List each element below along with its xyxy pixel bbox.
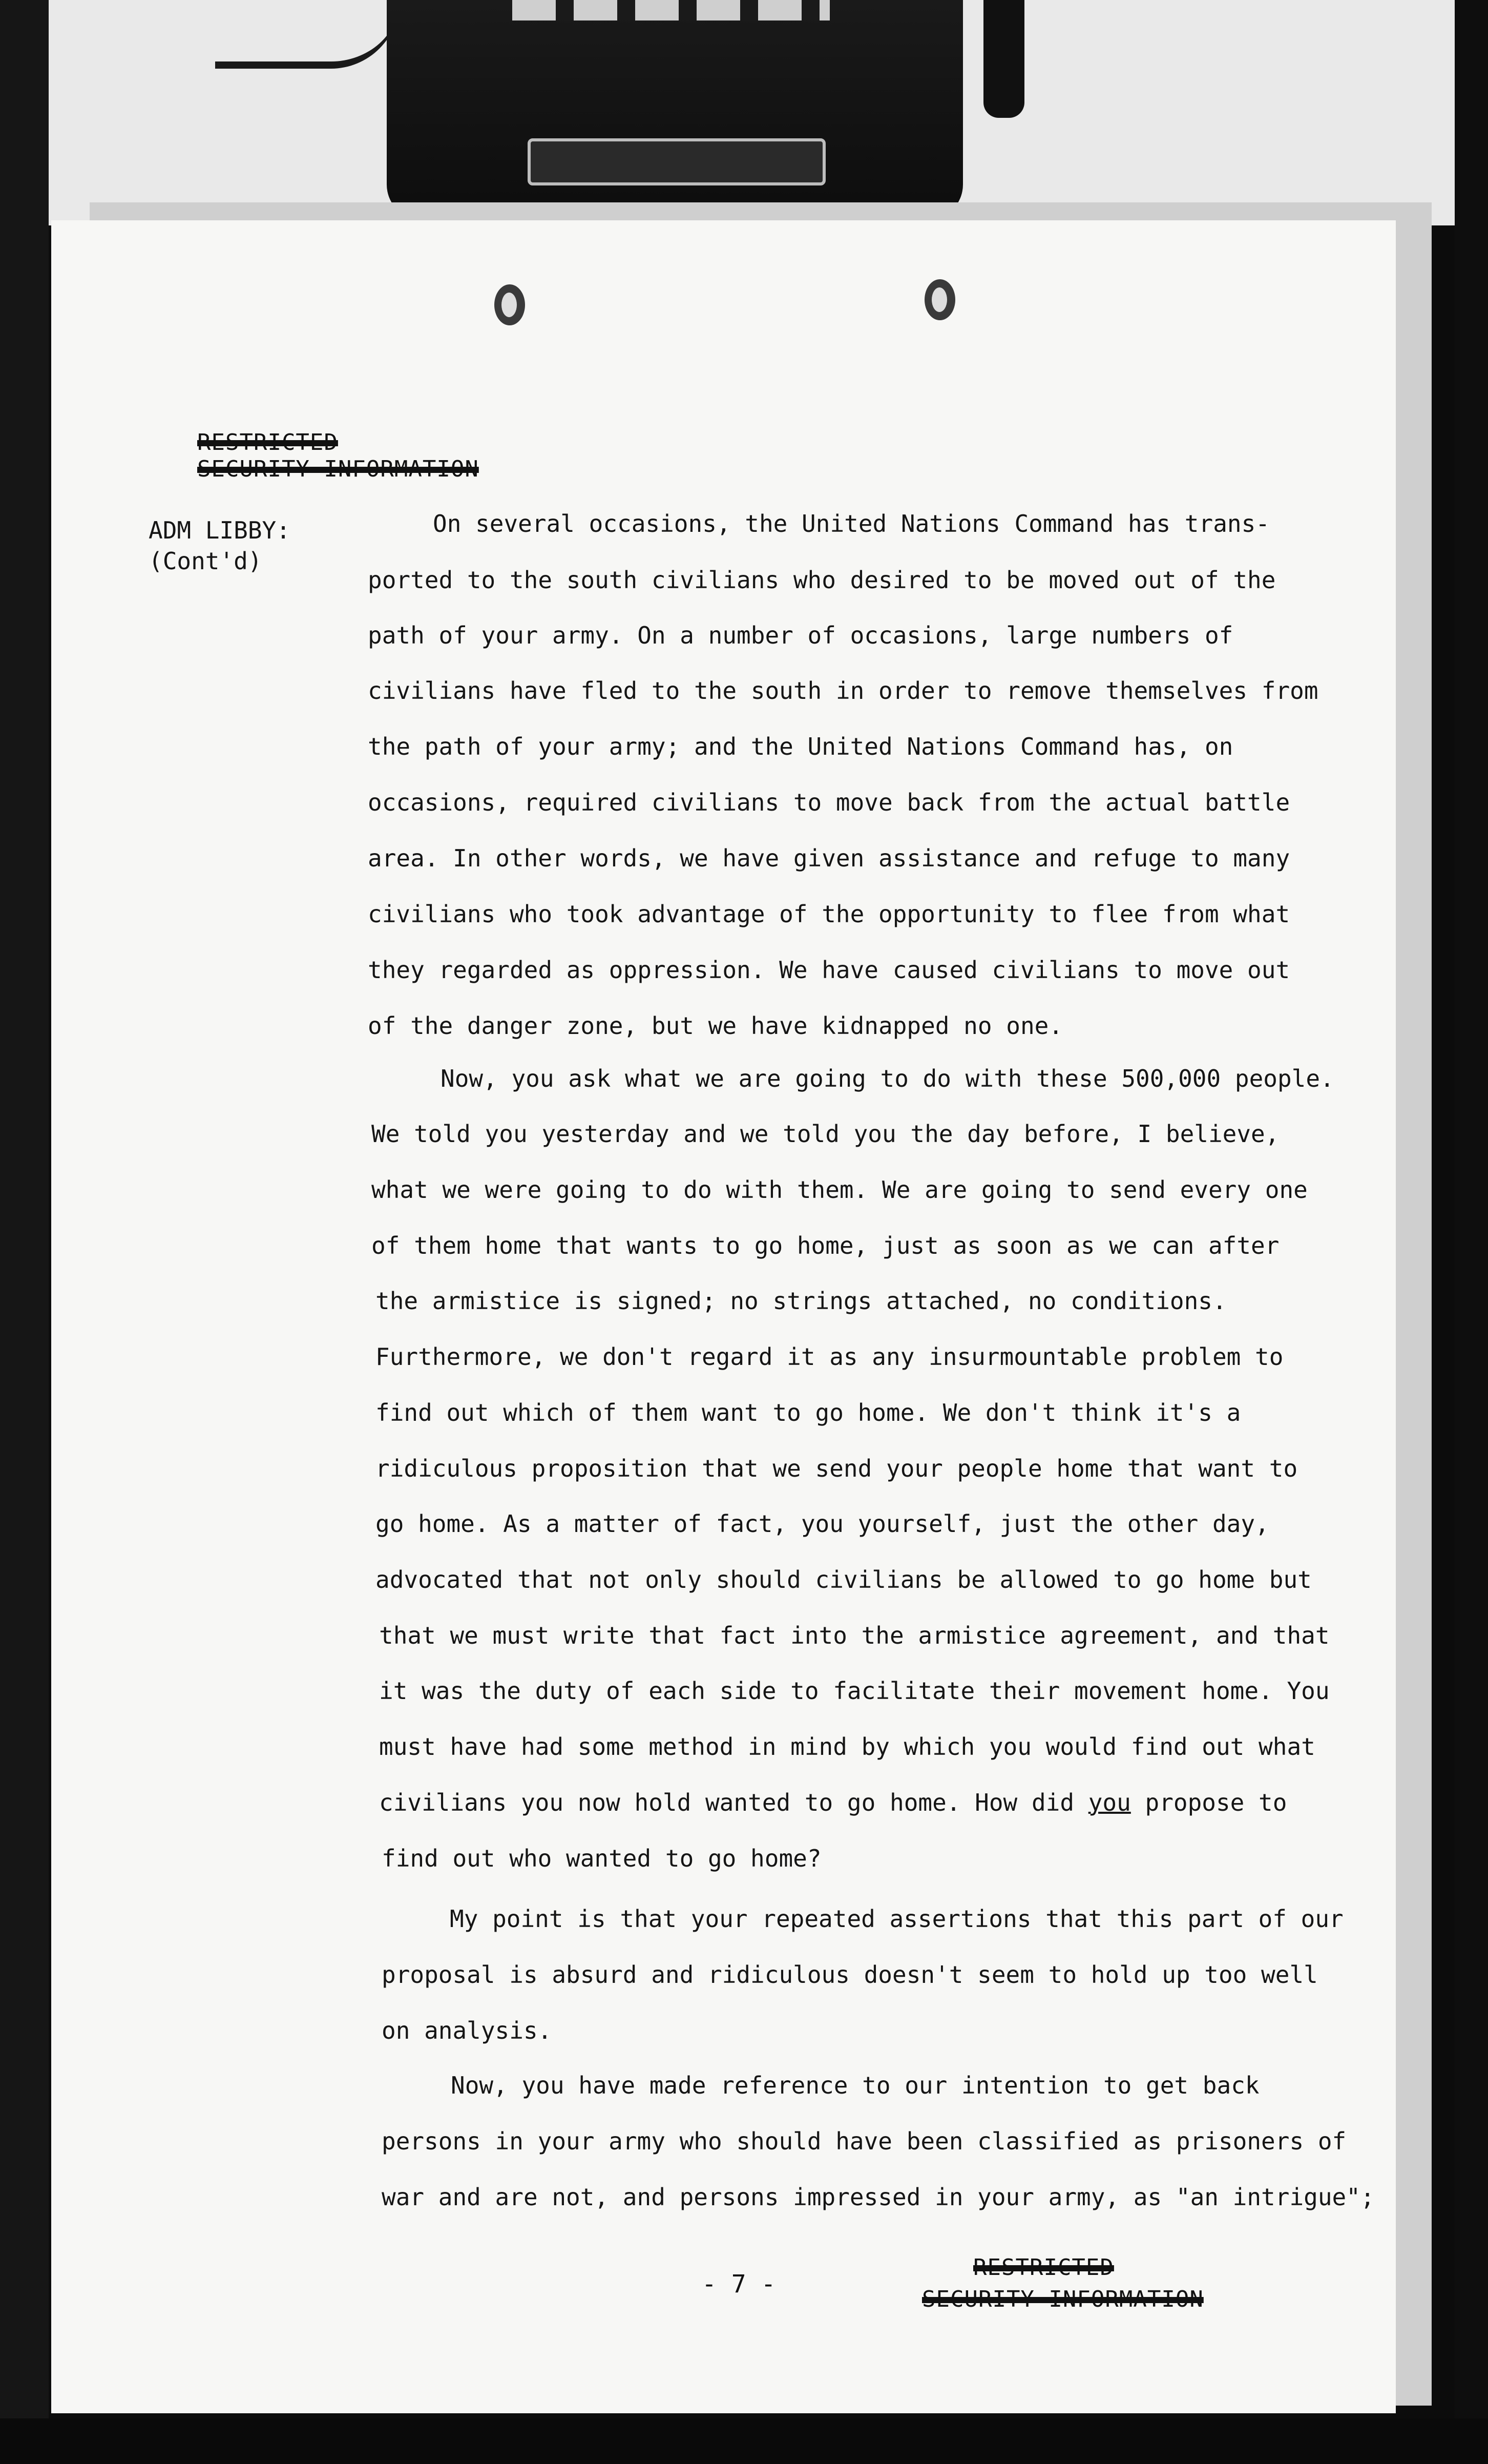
text-line: what we were going to do with them. We are going to send every one — [371, 1176, 1308, 1204]
text-line: occasions, required civilians to move back from the actual battle — [368, 789, 1290, 816]
text-line: Now, you ask what we are going to do with these 500,000 people. — [441, 1065, 1334, 1092]
text-line: path of your army. On a number of occasions, large numbers of — [368, 622, 1233, 649]
speaker-continued: (Cont'd) — [149, 547, 262, 575]
text-line — [379, 1789, 1287, 1816]
text-line: advocated that not only should civilians be allowed to go home but — [375, 1566, 1312, 1593]
underlined-word: you — [1088, 1789, 1131, 1816]
clip-teeth — [512, 0, 830, 20]
header-classification-security: SECURITY INFORMATION — [197, 456, 479, 482]
text-line: it was the duty of each side to facilitate their movement home. You — [379, 1677, 1330, 1705]
text-line: war and are not, and persons impressed in your army, as "an intrigue"; — [382, 2183, 1375, 2211]
text-line: ported to the south civilians who desired to be moved out of the — [368, 566, 1276, 594]
clip-knob — [983, 0, 1024, 118]
footer-classification-security: SECURITY INFORMATION — [922, 2286, 1204, 2312]
text-line: Now, you have made reference to our intention to get back — [451, 2072, 1260, 2099]
text-line: must have had some method in mind by which you would find out what — [379, 1733, 1315, 1761]
text-line: civilians who took advantage of the opportunity to flee from what — [368, 900, 1290, 928]
speaker-name: ADM LIBBY: — [149, 516, 290, 544]
text-line: proposal is absurd and ridiculous doesn't seem to hold up too well — [382, 1961, 1318, 1989]
text-line: on analysis. — [382, 2017, 552, 2044]
text-line: that we must write that fact into the armistice agreement, and that — [379, 1622, 1330, 1649]
punch-hole-right — [925, 279, 955, 320]
footer-classification-restricted: RESTRICTED — [973, 2254, 1114, 2281]
page-number: - 7 - — [702, 2270, 776, 2299]
speaker-label — [149, 515, 290, 576]
header-classification-restricted: RESTRICTED — [197, 429, 338, 455]
text-line: ridiculous proposition that we send your people home that want to — [375, 1455, 1298, 1482]
text-line: the path of your army; and the United Nations Command has, on — [368, 733, 1233, 760]
punch-hole-left — [494, 284, 525, 325]
text-line: civilians have fled to the south in order to remove themselves from — [368, 677, 1318, 705]
text-line: We told you yesterday and we told you the day before, I believe, — [371, 1120, 1280, 1148]
text-line: go home. As a matter of fact, you yourself, just the other day, — [375, 1510, 1269, 1538]
text-line: persons in your army who should have been classified as prisoners of — [382, 2127, 1347, 2155]
text-line: the armistice is signed; no strings attached, no conditions. — [375, 1287, 1227, 1315]
text-line: of them home that wants to go home, just as soon as we can after — [371, 1232, 1280, 1259]
film-border-bottom — [0, 2418, 1488, 2464]
text-line: My point is that your repeated assertions that this part of our — [450, 1905, 1344, 1933]
binder-clip — [387, 0, 963, 220]
film-border-left — [0, 0, 49, 2464]
text-line: area. In other words, we have given assistance and refuge to many — [368, 844, 1290, 872]
text-line: Furthermore, we don't regard it as any insurmountable problem to — [375, 1343, 1284, 1371]
film-border-right — [1455, 0, 1488, 2464]
clip-plate — [528, 138, 826, 185]
text-line: find out who wanted to go home? — [382, 1845, 822, 1872]
text-line: of the danger zone, but we have kidnapped no one. — [368, 1012, 1063, 1040]
text-span: civilians you now hold wanted to go home. How did — [379, 1789, 1088, 1816]
text-line: On several occasions, the United Nations Command has trans- — [433, 510, 1270, 537]
text-span: propose to — [1130, 1789, 1287, 1816]
text-line: find out which of them want to go home. We don't think it's a — [375, 1399, 1241, 1426]
text-line: they regarded as oppression. We have caused civilians to move out — [368, 956, 1290, 984]
